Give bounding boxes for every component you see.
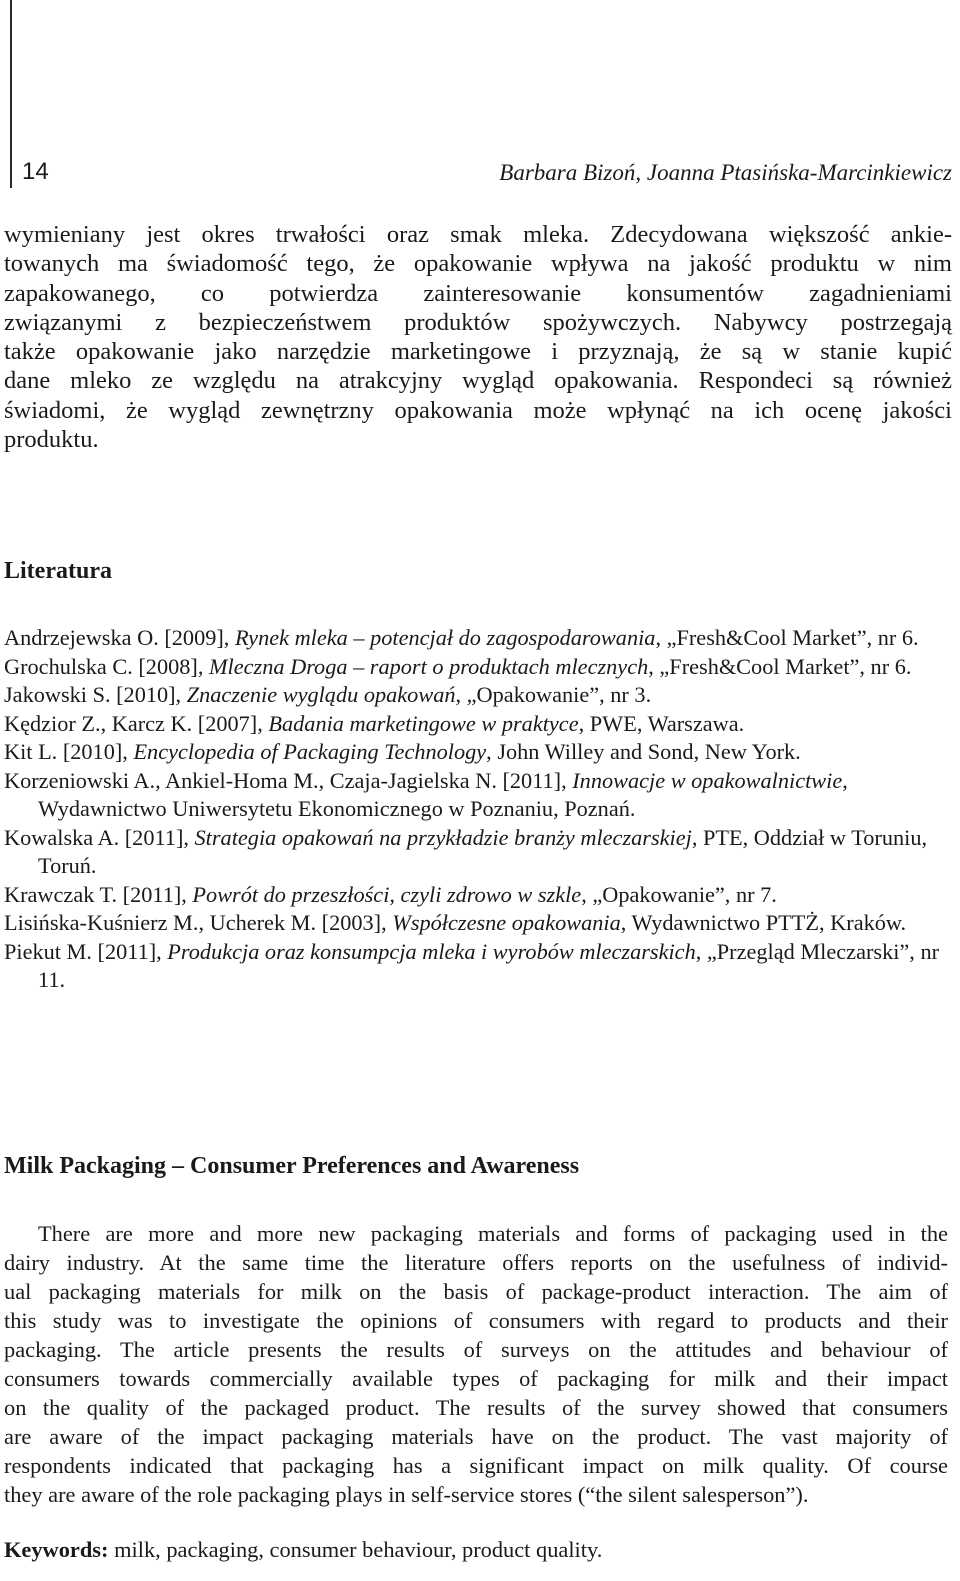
abstract-line: they are aware of the role packaging plays in self-service stores (“the silent salesperson”).	[4, 1482, 809, 1507]
english-summary-title: Milk Packaging – Consumer Preferences and Awareness	[4, 1153, 580, 1179]
english-abstract	[4, 1219, 948, 1509]
abstract-line: consumers towards commercially available types of packaging for milk and their impact	[4, 1366, 948, 1391]
reference-item: Krawczak T. [2011], Powrót do przeszłości, czyli zdrowo w szkle, „Opakowanie”, nr 7.	[4, 881, 777, 907]
abstract-line: respondents indicated that packaging has a significant impact on milk quality. Of course	[4, 1453, 948, 1478]
running-head	[22, 158, 952, 194]
keywords	[4, 1537, 602, 1563]
reference-item: Piekut M. [2011], Produkcja oraz konsumpcja mleka i wyrobów mleczarskich, „Przegląd Mleczarski”, nr 11.	[4, 938, 940, 992]
body-line: produktu.	[4, 426, 99, 454]
reference-item: Grochulska C. [2008], Mleczna Droga – raport o produktach mlecznych, „Fresh&Cool Market”, nr 6.	[4, 653, 912, 679]
reference-item: Kowalska A. [2011], Strategia opakowań na przykładzie branży mleczarskiej, PTE, Oddział w Toruniu, Toruń.	[4, 824, 928, 878]
body-line: także opakowanie jako narzędzie marketingowe i przyznają, że są w stanie kupić	[4, 338, 952, 366]
body-line: towanych ma świadomość tego, że opakowanie wpływa na jakość produktu w nim	[4, 250, 952, 278]
reference-item: Korzeniowski A., Ankiel-Homa M., Czaja-Jagielska N. [2011], Innowacje w opakowalnictwie, Wydawnictwo Uniwersytetu Ekonomicznego w Poznaniu, Poznań.	[4, 767, 848, 821]
abstract-line: ual packaging materials for milk on the basis of package-product interaction. The aim of	[4, 1279, 948, 1304]
body-line: dane mleko ze względu na atrakcyjny wygląd opakowania. Respondeci są również	[4, 367, 952, 395]
abstract-line: packaging. The article presents the results of surveys on the attitudes and behaviour of	[4, 1337, 948, 1362]
abstract-line: on the quality of the packaged product. The results of the survey showed that consumers	[4, 1395, 948, 1420]
reference-list	[4, 624, 952, 995]
margin-rule	[10, 0, 12, 188]
reference-item: Jakowski S. [2010], Znaczenie wyglądu opakowań, „Opakowanie”, nr 3.	[4, 682, 652, 707]
keywords-label: Keywords:	[4, 1537, 109, 1562]
body-line: wymieniany jest okres trwałości oraz smak mleka. Zdecydowana większość ankie-	[4, 221, 952, 248]
page-number: 14	[22, 158, 49, 185]
body-paragraph	[4, 220, 952, 454]
abstract-line: dairy industry. At the same time the literature offers reports on the usefulness of individ-	[4, 1250, 948, 1275]
body-line: świadomi, że wygląd zewnętrzny opakowania może wpłynąć na ich ocenę jakości	[4, 396, 952, 424]
abstract-line: There are more and more new packaging materials and forms of packaging used in the	[38, 1221, 948, 1246]
abstract-line: are aware of the impact packaging materials have on the product. The vast majority of	[4, 1424, 948, 1449]
running-head-authors: Barbara Bizoń, Joanna Ptasińska-Marcinkiewicz	[499, 160, 952, 185]
reference-item: Andrzejewska O. [2009], Rynek mleka – potencjał do zagospodarowania, „Fresh&Cool Market”, nr 6.	[4, 625, 919, 650]
reference-item: Kędzior Z., Karcz K. [2007], Badania marketingowe w praktyce, PWE, Warszawa.	[4, 710, 745, 736]
body-line: związanymi z bezpieczeństwem produktów spożywczych. Nabywcy postrzegają	[4, 308, 952, 336]
abstract-line: this study was to investigate the opinions of consumers with regard to products and their	[4, 1308, 948, 1333]
body-line: zapakowanego, co potwierdza zainteresowanie konsumentów zagadnieniami	[4, 279, 952, 307]
keywords-text: milk, packaging, consumer behaviour, product quality.	[108, 1537, 603, 1562]
reference-item: Lisińska-Kuśnierz M., Ucherek M. [2003], Współczesne opakowania, Wydawnictwo PTTŻ, Kraków.	[4, 910, 907, 935]
reference-item: Kit L. [2010], Encyclopedia of Packaging Technology, John Willey and Sond, New York.	[4, 739, 801, 764]
literature-heading: Literatura	[4, 558, 112, 584]
